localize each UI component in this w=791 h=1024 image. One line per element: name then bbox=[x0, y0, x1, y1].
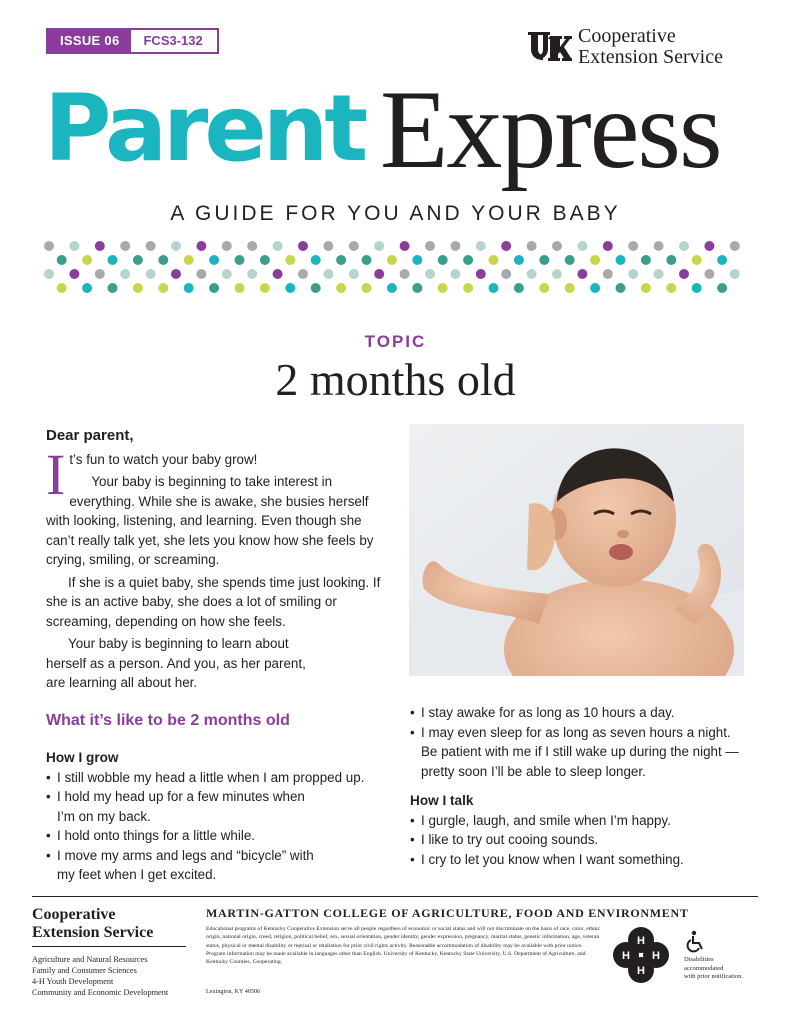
decorative-dot bbox=[323, 269, 333, 279]
decorative-dot bbox=[336, 283, 346, 293]
svg-text:H: H bbox=[652, 950, 660, 962]
tagline: A GUIDE FOR YOU AND YOUR BABY bbox=[170, 202, 621, 225]
decorative-dot bbox=[82, 255, 92, 265]
drop-cap: I bbox=[46, 441, 66, 507]
access-line-3: with prior notification. bbox=[684, 973, 744, 980]
decorative-dot bbox=[146, 241, 156, 251]
decorative-dot bbox=[616, 283, 626, 293]
decorative-dot bbox=[412, 283, 422, 293]
decorative-dot bbox=[666, 283, 676, 293]
decorative-dot bbox=[539, 283, 549, 293]
department-item: Community and Economic Development bbox=[32, 988, 169, 997]
decorative-dot bbox=[222, 241, 232, 251]
decorative-dot bbox=[616, 255, 626, 265]
decorative-dot bbox=[133, 283, 143, 293]
decorative-dot bbox=[654, 241, 664, 251]
decorative-dot bbox=[590, 255, 600, 265]
baby-photo bbox=[409, 424, 744, 676]
decorative-dot bbox=[69, 269, 79, 279]
list-item: • I still wobble my head a little when I am propped up. bbox=[46, 768, 386, 788]
access-line-2: accommodated bbox=[684, 964, 724, 972]
decorative-dot bbox=[704, 241, 714, 251]
decorative-dot bbox=[450, 241, 460, 251]
decorative-dot bbox=[247, 241, 257, 251]
list-item: • I like to try out cooing sounds. bbox=[410, 830, 755, 850]
decorative-dot bbox=[552, 241, 562, 251]
decorative-dot bbox=[44, 269, 54, 279]
accessibility-note bbox=[684, 956, 764, 982]
list-item: • I cry to let you know when I want something. bbox=[410, 850, 755, 870]
masthead bbox=[44, 68, 754, 194]
decorative-dot bbox=[362, 255, 372, 265]
decorative-dot bbox=[108, 255, 118, 265]
decorative-dot bbox=[349, 269, 359, 279]
letter-paragraph-2: Your baby is beginning to take interest in everything. While she is awake, she busies herself with looking, listening, and learning. Even though she can’t really talk yet, she lets you know how she feels by crying, smiling, or screaming. bbox=[46, 474, 374, 567]
decorative-dot bbox=[438, 283, 448, 293]
decorative-dot bbox=[501, 241, 511, 251]
decorative-dot bbox=[603, 241, 613, 251]
decorative-dot bbox=[82, 283, 92, 293]
footer-org-line-2: Extension Service bbox=[32, 924, 154, 941]
decorative-dot bbox=[235, 255, 245, 265]
decorative-dot bbox=[425, 241, 435, 251]
decorative-dot bbox=[222, 269, 232, 279]
decorative-dot bbox=[374, 241, 384, 251]
footer-divider bbox=[32, 896, 758, 897]
right-column bbox=[410, 703, 755, 869]
decorative-dot bbox=[311, 255, 321, 265]
list-item: • I may even sleep for as long as seven hours a night. Be patient with me if I still wake up during the night — pretty soon I’ll be able to sleep longer. bbox=[410, 723, 755, 782]
grow-list bbox=[46, 768, 386, 885]
decorative-dot bbox=[273, 241, 283, 251]
decorative-dot bbox=[666, 255, 676, 265]
nondiscrimination-statement: Educational programs of Kentucky Cooperative Extension serve all people regardless of economic or social status and will not discriminate on the basis of race, color, ethnic origin, national origin, creed, religion, political belief, sex, sexual orientation, gender identity, gender expression, pregnancy, marital status, genetic information, age, veteran status, physical or mental disability or reprisal or retaliation for prior civil rights activity. Reasonable accommodation of disability may be available with prior notice. Program information may be made available in languages other than English. University of Kentucky, Kentucky State University, U.S. Department of Agriculture, and Kentucky Counties, Cooperating. bbox=[206, 926, 601, 966]
decorative-dot bbox=[387, 255, 397, 265]
address: Lexington, KY 40506 bbox=[206, 988, 261, 995]
decorative-dot bbox=[171, 269, 181, 279]
footer-departments bbox=[32, 954, 202, 998]
decorative-dot bbox=[400, 241, 410, 251]
college-name: MARTIN-GATTON COLLEGE OF AGRICULTURE, FOOD AND ENVIRONMENT bbox=[206, 906, 689, 920]
decorative-dot bbox=[400, 269, 410, 279]
decorative-dot bbox=[730, 241, 740, 251]
list-item: • I gurgle, laugh, and smile when I’m happy. bbox=[410, 811, 755, 831]
decorative-dot bbox=[57, 255, 67, 265]
decorative-dot bbox=[527, 241, 537, 251]
decorative-dot bbox=[654, 269, 664, 279]
decorative-dot bbox=[158, 283, 168, 293]
decorative-dot bbox=[285, 283, 295, 293]
uk-extension-logo bbox=[526, 26, 723, 68]
decorative-dot bbox=[552, 269, 562, 279]
brand-express: Express bbox=[380, 68, 721, 192]
decorative-dot bbox=[476, 241, 486, 251]
decorative-dot bbox=[298, 269, 308, 279]
decorative-dot bbox=[298, 241, 308, 251]
decorative-dot bbox=[641, 255, 651, 265]
decorative-dot bbox=[120, 269, 130, 279]
decorative-dot bbox=[311, 283, 321, 293]
footer-org-line-1: Cooperative bbox=[32, 906, 116, 923]
accessibility-icon bbox=[684, 930, 708, 954]
decorative-dot bbox=[374, 269, 384, 279]
grow-list-continued bbox=[410, 703, 755, 781]
decorative-dot bbox=[120, 241, 130, 251]
issue-label: ISSUE 06 bbox=[48, 30, 131, 52]
decorative-dot bbox=[539, 255, 549, 265]
topic-title: 2 months old bbox=[275, 354, 516, 405]
decorative-dot bbox=[184, 283, 194, 293]
list-item: • I move my arms and legs and “bicycle” with my feet when I get excited. bbox=[46, 846, 386, 885]
footer-org-divider bbox=[32, 946, 186, 947]
decorative-dot bbox=[260, 283, 270, 293]
department-item: Family and Consumer Sciences bbox=[32, 966, 137, 975]
svg-text:H: H bbox=[637, 965, 645, 977]
decorative-dot bbox=[95, 241, 105, 251]
grow-heading: How I grow bbox=[46, 750, 119, 765]
talk-list bbox=[410, 811, 755, 870]
org-line-1: Cooperative bbox=[578, 25, 676, 47]
svg-text:H: H bbox=[622, 950, 630, 962]
letter-column bbox=[46, 426, 386, 885]
decorative-dot bbox=[450, 269, 460, 279]
decorative-dot bbox=[603, 269, 613, 279]
decorative-dot bbox=[641, 283, 651, 293]
department-item: 4-H Youth Development bbox=[32, 977, 114, 986]
decorative-dot bbox=[184, 255, 194, 265]
decorative-dot bbox=[95, 269, 105, 279]
decorative-dot bbox=[260, 255, 270, 265]
decorative-dot bbox=[692, 255, 702, 265]
decorative-dot bbox=[57, 283, 67, 293]
decorative-dot bbox=[590, 283, 600, 293]
decorative-dot bbox=[349, 241, 359, 251]
decorative-dot bbox=[628, 241, 638, 251]
decorative-dot bbox=[463, 283, 473, 293]
footer-org-name bbox=[32, 906, 153, 942]
decorative-dot bbox=[323, 241, 333, 251]
decorative-dot bbox=[209, 255, 219, 265]
decorative-dot bbox=[273, 269, 283, 279]
svg-text:H: H bbox=[637, 935, 645, 947]
decorative-dot bbox=[489, 283, 499, 293]
decorative-dot bbox=[501, 269, 511, 279]
letter-paragraph-3: If she is a quiet baby, she spends time just looking. If she is an active baby, she does a lot of smiling or screaming, depending on how she feels. bbox=[46, 574, 381, 629]
decorative-dot bbox=[133, 255, 143, 265]
decorative-dot bbox=[514, 255, 524, 265]
uk-logo-icon bbox=[526, 28, 572, 66]
decorative-dot bbox=[235, 283, 245, 293]
brand-parent: Parent bbox=[44, 75, 365, 182]
decorative-dot bbox=[336, 255, 346, 265]
topic-label: TOPIC bbox=[364, 332, 427, 351]
decorative-dot bbox=[463, 255, 473, 265]
decorative-dot bbox=[69, 241, 79, 251]
decorative-dot bbox=[577, 241, 587, 251]
decorative-dot bbox=[171, 241, 181, 251]
decorative-dot bbox=[730, 269, 740, 279]
org-line-2: Extension Service bbox=[578, 46, 723, 68]
list-item: • I hold onto things for a little while. bbox=[46, 826, 386, 846]
decorative-dot bbox=[108, 283, 118, 293]
decorative-dot bbox=[438, 255, 448, 265]
decorative-dot bbox=[717, 255, 727, 265]
decorative-dot bbox=[476, 269, 486, 279]
decorative-dot bbox=[489, 255, 499, 265]
talk-heading: How I talk bbox=[410, 793, 474, 808]
decorative-dot bbox=[209, 283, 219, 293]
4h-clover-icon bbox=[612, 926, 670, 984]
decorative-dot bbox=[704, 269, 714, 279]
decorative-dot bbox=[565, 283, 575, 293]
decorative-dot bbox=[285, 255, 295, 265]
department-item: Agriculture and Natural Resources bbox=[32, 955, 148, 964]
letter-paragraph-1: t’s fun to watch your baby grow! bbox=[69, 451, 258, 467]
section-heading: What it’s like to be 2 months old bbox=[46, 711, 290, 729]
letter-paragraph-4: Your baby is beginning to learn about herself as a person. And you, as her parent, are learning all about her. bbox=[46, 636, 306, 690]
decorative-dot bbox=[628, 269, 638, 279]
greeting: Dear parent, bbox=[46, 427, 134, 444]
extension-org-name bbox=[578, 26, 723, 68]
decorative-dot bbox=[412, 255, 422, 265]
list-item: • I stay awake for as long as 10 hours a day. bbox=[410, 703, 755, 723]
decorative-dot bbox=[158, 255, 168, 265]
decorative-dot-band bbox=[44, 240, 750, 296]
decorative-dot bbox=[514, 283, 524, 293]
decorative-dot bbox=[679, 241, 689, 251]
decorative-dot bbox=[196, 241, 206, 251]
access-line-1: Disabilities bbox=[684, 956, 714, 963]
decorative-dot bbox=[44, 241, 54, 251]
decorative-dot bbox=[577, 269, 587, 279]
decorative-dot bbox=[247, 269, 257, 279]
decorative-dot bbox=[362, 283, 372, 293]
decorative-dot bbox=[146, 269, 156, 279]
list-item: • I hold my head up for a few minutes when I’m on my back. bbox=[46, 787, 386, 826]
decorative-dot bbox=[679, 269, 689, 279]
issue-tag bbox=[46, 28, 219, 54]
decorative-dot bbox=[717, 283, 727, 293]
decorative-dot bbox=[196, 269, 206, 279]
decorative-dot bbox=[692, 283, 702, 293]
decorative-dot bbox=[527, 269, 537, 279]
letter-intro bbox=[46, 441, 386, 507]
decorative-dot bbox=[425, 269, 435, 279]
decorative-dot bbox=[565, 255, 575, 265]
decorative-dot bbox=[387, 283, 397, 293]
publication-code: FCS3-132 bbox=[131, 30, 216, 52]
